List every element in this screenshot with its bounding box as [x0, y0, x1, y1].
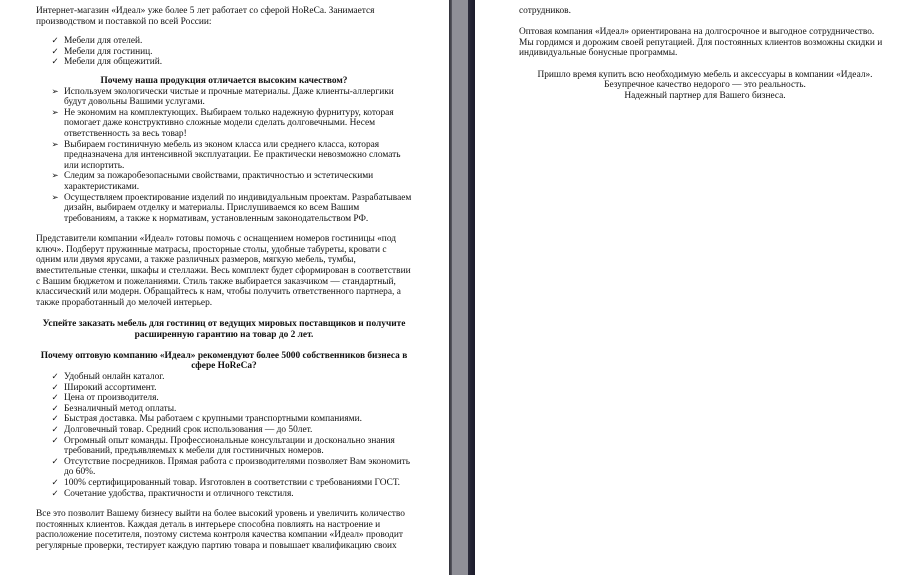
check-icon: ✓ — [51, 424, 59, 435]
intro-paragraph: Интернет-магазин «Идеал» уже более 5 лет работает со сферой HoReCa. Занимается производством и поставкой по всей России: — [36, 6, 375, 27]
page-left-content — [36, 6, 412, 552]
advantages-list — [36, 372, 412, 499]
list-item: ✓ Мебели для гостиниц. — [51, 46, 153, 57]
check-icon: ✓ — [51, 477, 59, 488]
list-item: ✓ Огромный опыт команды. Профессиональные консультации и досконально знания требований, предъявляемых к мебели для гостиничных номеров. — [51, 435, 395, 457]
list-item: ✓ Сочетание удобства, практичности и отличного текстиля. — [51, 488, 294, 499]
page-left — [0, 0, 449, 575]
furniture-list — [36, 36, 412, 68]
check-icon: ✓ — [51, 382, 59, 393]
arrow-bullet-icon: ➢ — [51, 86, 59, 97]
list-item: ✓ Мебели для отелей. — [51, 36, 143, 47]
gutter-shadow-right — [468, 0, 475, 575]
representatives-paragraph: Представители компании «Идеал» готовы помочь с оснащением номеров гостиницы «под ключ». Подберут пружинные матрасы, просторные столы, удобные табуреты, кровати с одним или двумя ярусами, а также различных размеров, мягкую мебель, тумбы, вместительные стенки, шкафы и стеллажи. Весь комплект будет сформирован в соответствии с Вашим бюджетом и пожеланиями. Стиль также выбирается заказчиком — стандартный, классический или модерн. Обращайтесь к нам, чтобы получить ответственного партнера, а также проработанный до мелочей интерьер. — [36, 234, 411, 308]
quality-heading: Почему наша продукция отличается высоким качеством? — [100, 75, 348, 86]
list-item: ✓ Долговечный товар. Средний срок использования — до 50лет. — [51, 424, 313, 435]
check-icon: ✓ — [51, 414, 59, 425]
final-line: Безупречное качество недорого — это реальность. — [604, 80, 806, 91]
list-item: ✓ Быстрая доставка. Мы работаем с крупными транспортными компаниями. — [51, 414, 362, 425]
arrow-bullet-icon: ➢ — [51, 139, 59, 150]
list-item: ➢ Используем экологически чистые и прочные материалы. Даже клиенты-аллергики будут довольны Вашими услугами. — [51, 86, 394, 108]
list-item: ✓ Мебели для общежитий. — [51, 57, 163, 68]
order-callout: Успейте заказать мебель для гостиниц от ведущих мировых поставщиков и получите расширенную гарантию на товар до 2 лет. — [42, 319, 406, 340]
gutter-shadow-left — [449, 0, 452, 575]
check-icon: ✓ — [51, 372, 59, 382]
final-line: Надежный партнер для Вашего бизнеса. — [624, 90, 786, 101]
check-icon: ✓ — [51, 393, 59, 404]
page-gutter — [449, 0, 475, 575]
cooperation-paragraph: Оптовая компания «Идеал» ориентирована на долгосрочное и выгодное сотрудничество. Мы гордимся и дорожим своей репутацией. Для постоянных клиентов возможны скидки и индивидуальные бонусные программы. — [519, 27, 883, 59]
check-icon: ✓ — [51, 456, 59, 467]
why-heading: Почему оптовую компанию «Идеал» рекомендуют более 5000 собственников бизнеса в сфере HoReCa? — [40, 350, 408, 372]
quality-list — [36, 87, 412, 225]
check-icon: ✓ — [51, 46, 59, 57]
check-icon: ✓ — [51, 435, 59, 446]
list-item: ✓ Цена от производителя. — [51, 393, 159, 404]
check-icon: ✓ — [51, 57, 59, 68]
page-right — [475, 0, 920, 575]
list-item: ✓ Безналичный метод оплаты. — [51, 403, 177, 414]
final-line: Пришло время купить всю необходимую мебель и аксессуары в компании «Идеал». — [537, 69, 873, 80]
check-icon: ✓ — [51, 403, 59, 414]
arrow-bullet-icon: ➢ — [51, 107, 59, 118]
closing-paragraph: Все это позволит Вашему бизнесу выйти на более высокий уровень и увеличить количество постоянных клиентов. Каждая деталь в интерьере способна повлиять на настроение и расположение посетителя, поэтому система контроля качества компании «Идеал» проводит регулярные проверки, тестирует каждую партию товара и повышает квалификацию своих — [36, 509, 405, 551]
arrow-bullet-icon: ➢ — [51, 192, 59, 203]
list-item: ➢ Не экономим на комплектующих. Выбираем только надежную фурнитуру, которая помогает даже конструктивно сложные модели сделать долговечными. Несем ответственность за весь товар! — [51, 107, 394, 139]
arrow-bullet-icon: ➢ — [51, 171, 59, 182]
check-icon: ✓ — [51, 488, 59, 499]
list-item: ➢ Выбираем гостиничную мебель из эконом класса или среднего класса, которая предназначена для интенсивной эксплуатации. Ее практически невозможно сломать или испортить. — [51, 139, 401, 171]
list-item: ➢ Осуществляем проектирование изделий по индивидуальным проектам. Разрабатываем дизайн, выбираем отделку и материалы. Прислушиваемся ко всем Вашим требованиям, а также к нормативам, установленным законодательством РФ. — [51, 192, 412, 224]
check-icon: ✓ — [51, 36, 59, 47]
page-right-content — [519, 6, 891, 101]
list-item: ✓ Удобный онлайн каталог. — [51, 372, 165, 382]
list-item: ✓ 100% сертифицированный товар. Изготовлен в соответствии с требованиями ГОСТ. — [51, 477, 400, 488]
final-block — [519, 70, 891, 102]
list-item: ➢ Следим за пожаробезопасными свойствами, практичностью и эстетическими характеристиками. — [51, 171, 374, 192]
list-item: ✓ Отсутствие посредников. Прямая работа с производителями позволяет Вам экономить до 60%. — [51, 456, 410, 478]
list-item: ✓ Широкий ассортимент. — [51, 382, 157, 393]
continuation-text: сотрудников. — [519, 6, 571, 16]
